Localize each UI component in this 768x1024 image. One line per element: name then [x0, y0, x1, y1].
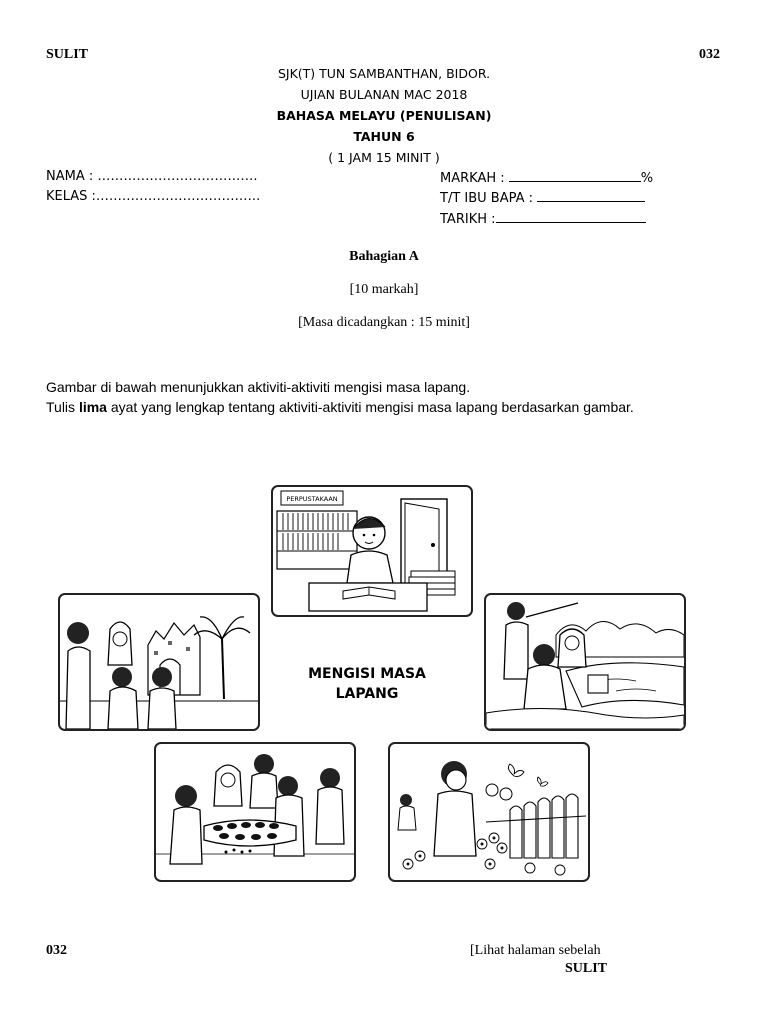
tarikh-label: TARIKH :: [440, 212, 496, 227]
markah-label: MARKAH :: [440, 171, 509, 186]
year-title: TAHUN 6: [353, 129, 415, 144]
figure-center-title: [282, 664, 452, 704]
kelas-field[interactable]: KELAS :………………………………..: [46, 189, 261, 204]
library-sign: PERPUSTAKAAN: [286, 495, 338, 503]
school-name: SJK(T) TUN SAMBANTHAN, BIDOR.: [277, 66, 491, 81]
panel-museum: [58, 593, 260, 731]
exam-title: UJIAN BULANAN MAC 2018: [300, 87, 468, 102]
ibu-bapa-label: T/T IBU BAPA :: [440, 191, 538, 206]
footer-next-page: [Lihat halaman sebelah: [470, 943, 601, 958]
footer-sulit: SULIT: [565, 961, 608, 976]
figure-title-line-2: LAPANG: [335, 686, 399, 702]
instruction-line-2: [46, 398, 746, 418]
instruction-suffix: ayat yang lengkap tentang aktiviti-aktiviti mengisi masa lapang berdasarkan gambar.: [106, 399, 634, 415]
panel-library: [271, 485, 473, 617]
instruction-prefix: Tulis: [46, 399, 79, 415]
figure-area: [46, 478, 688, 886]
header-sulit: SULIT: [46, 47, 89, 62]
instruction-bold: lima: [78, 399, 107, 415]
section-time: [Masa dicadangkan : 15 minit]: [298, 315, 470, 330]
tarikh-blank[interactable]: [496, 210, 646, 223]
panel-congkak: [154, 742, 356, 882]
nama-field[interactable]: NAMA : ……………………………….: [46, 169, 258, 184]
header-code: 032: [699, 47, 720, 62]
markah-field[interactable]: [440, 169, 653, 186]
section-marks: [10 markah]: [349, 282, 419, 297]
section-title: Bahagian A: [349, 249, 419, 264]
panel-fishing: [484, 593, 686, 731]
duration: ( 1 JAM 15 MINIT ): [328, 150, 440, 165]
instruction-line-1: Gambar di bawah menunjukkan aktiviti-aktiviti mengisi masa lapang.: [46, 379, 471, 395]
ibu-bapa-field[interactable]: [440, 189, 645, 206]
tarikh-field[interactable]: [440, 210, 646, 227]
figure-title-line-1: MENGISI MASA: [308, 666, 426, 682]
ibu-bapa-blank[interactable]: [537, 189, 645, 202]
markah-blank[interactable]: [509, 169, 641, 182]
footer-code: 032: [46, 943, 67, 958]
subject-title: BAHASA MELAYU (PENULISAN): [276, 108, 492, 123]
markah-percent: %: [640, 171, 654, 186]
panel-gardening: [388, 742, 590, 882]
